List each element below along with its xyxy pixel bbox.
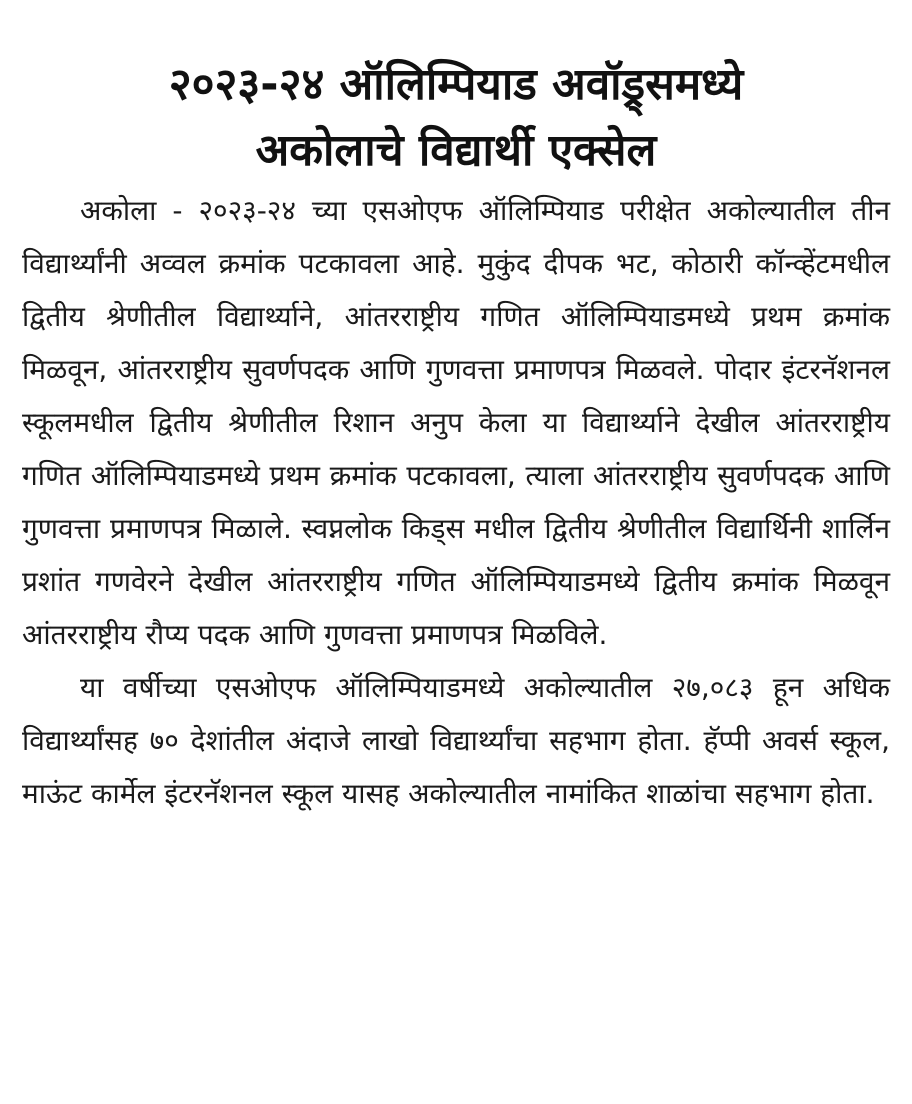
news-article (22, 52, 890, 820)
article-paragraph-2: या वर्षीच्या एसओएफ ऑलिम्पियाडमध्ये अकोल्यातील २७,०८३ हून अधिक विद्यार्थ्यांसह ७० देशांतील अंदाजे लाखो विद्यार्थ्यांचा सहभाग होता. हॅप्पी अवर्स स्कूल, माऊंट कार्मेल इंटरनॅशनल स्कूल यासह अकोल्यातील नामांकित शाळांचा सहभाग होता. (22, 671, 890, 810)
article-headline (22, 52, 890, 184)
headline-line-1: २०२३-२४ ऑलिम्पियाड अवॉड्र्समध्ये (168, 59, 744, 110)
headline-line-2: अकोलाचे विद्यार्थी एक्सेल (255, 125, 657, 176)
article-paragraph-1: अकोला - २०२३-२४ च्या एसओएफ ऑलिम्पियाड परीक्षेत अकोल्यातील तीन विद्यार्थ्यांनी अव्वल क्रमांक पटकावला आहे. मुकुंद दीपक भट, कोठारी कॉन्व्हेंटमधील द्वितीय श्रेणीतील विद्यार्थ्याने, आंतरराष्ट्रीय गणित ऑलिम्पियाडमध्ये प्रथम क्रमांक मिळवून, आंतरराष्ट्रीय सुवर्णपदक आणि गुणवत्ता प्रमाणपत्र मिळवले. पोदार इंटरनॅशनल स्कूलमधील द्वितीय श्रेणीतील रिशान अनुप केला या विद्यार्थ्याने देखील आंतरराष्ट्रीय गणित ऑलिम्पियाडमध्ये प्रथम क्रमांक पटकावला, त्याला आंतरराष्ट्रीय सुवर्णपदक आणि गुणवत्ता प्रमाणपत्र मिळाले. स्वप्नलोक किड्स मधील द्वितीय श्रेणीतील विद्यार्थिनी शार्लिन प्रशांत गणवेरने देखील आंतरराष्ट्रीय गणित ऑलिम्पियाडमध्ये द्वितीय क्रमांक मिळवून आंतरराष्ट्रीय रौप्य पदक आणि गुणवत्ता प्रमाणपत्र मिळविले. (22, 194, 890, 651)
